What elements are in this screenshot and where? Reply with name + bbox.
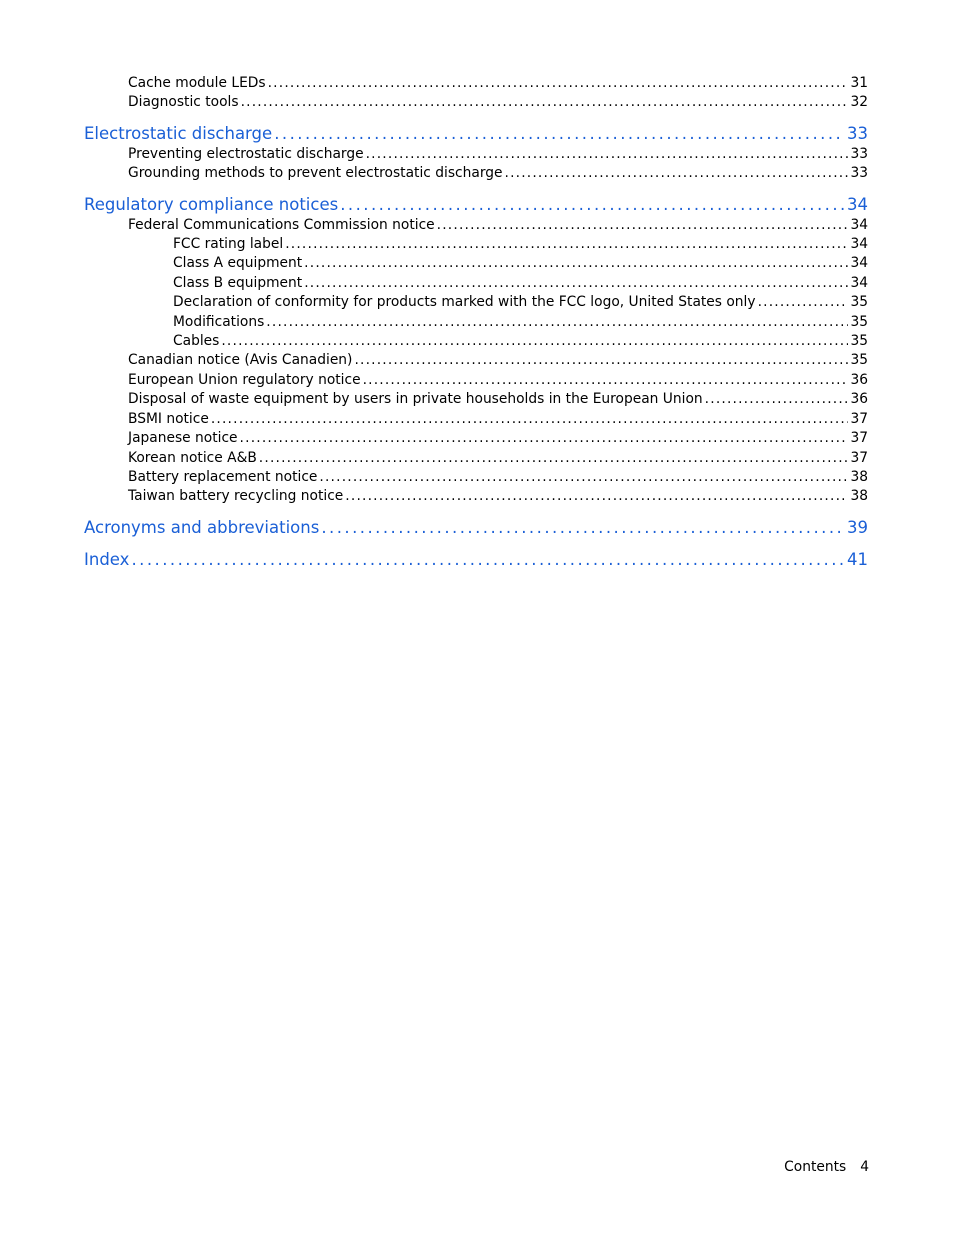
toc-entry-page: 38 bbox=[850, 488, 868, 505]
dot-leader bbox=[705, 390, 849, 409]
dot-leader bbox=[363, 371, 849, 390]
toc-entry-page: 31 bbox=[850, 75, 868, 91]
toc-chapter-index[interactable] bbox=[84, 549, 868, 571]
table-of-contents bbox=[84, 74, 868, 571]
toc-entry-title: Preventing electrostatic discharge bbox=[128, 145, 364, 162]
toc-entry-title: Modifications bbox=[173, 313, 265, 330]
toc-entry-title: European Union regulatory notice bbox=[128, 371, 361, 388]
toc-entry-page: 36 bbox=[850, 371, 868, 388]
toc-entry-page: 33 bbox=[850, 145, 868, 162]
toc-chapter-title: Index bbox=[84, 549, 130, 569]
toc-entry-title: Disposal of waste equipment by users in private households in the European Union bbox=[128, 391, 703, 408]
toc-entry-title: Class B equipment bbox=[173, 274, 303, 291]
toc-entry-page: 34 bbox=[850, 274, 868, 291]
toc-entry-title: Grounding methods to prevent electrostatic discharge bbox=[128, 165, 503, 182]
dot-leader bbox=[274, 123, 845, 145]
toc-entry-page: 34 bbox=[850, 236, 868, 253]
toc-entry-title: Cache module LEDs bbox=[128, 75, 266, 91]
toc-chapter-regulatory-compliance[interactable] bbox=[84, 194, 868, 216]
toc-entry-battery-replacement[interactable] bbox=[84, 468, 868, 487]
toc-entry-page: 37 bbox=[850, 449, 868, 466]
toc-entry-fcc-notice[interactable] bbox=[84, 216, 868, 235]
dot-leader bbox=[319, 468, 848, 487]
dot-leader bbox=[304, 254, 848, 273]
toc-entry-taiwan-battery-recycling[interactable] bbox=[84, 487, 868, 506]
toc-chapter-title: Regulatory compliance notices bbox=[84, 194, 339, 214]
toc-entry-title: Canadian notice (Avis Canadien) bbox=[128, 352, 353, 369]
toc-entry-title: Battery replacement notice bbox=[128, 468, 318, 485]
toc-entry-japanese-notice[interactable] bbox=[84, 429, 868, 448]
toc-entry-title: Declaration of conformity for products marked with the FCC logo, United States only bbox=[173, 294, 756, 311]
dot-leader bbox=[366, 145, 849, 164]
toc-entry-page: 34 bbox=[850, 216, 868, 233]
dot-leader bbox=[758, 293, 849, 312]
toc-entry-page: 35 bbox=[850, 352, 868, 369]
dot-leader bbox=[221, 332, 848, 351]
toc-entry-class-a-equipment[interactable] bbox=[84, 254, 868, 273]
toc-chapter-acronyms[interactable] bbox=[84, 517, 868, 539]
toc-entry-korean-notice[interactable] bbox=[84, 449, 868, 468]
dot-leader bbox=[285, 235, 848, 254]
toc-entry-page: 38 bbox=[850, 468, 868, 485]
toc-entry-page: 32 bbox=[850, 94, 868, 111]
toc-entry-page: 37 bbox=[850, 430, 868, 447]
toc-entry-title: Japanese notice bbox=[128, 430, 238, 447]
toc-entry-page: 36 bbox=[850, 391, 868, 408]
toc-entry-title: FCC rating label bbox=[173, 236, 284, 253]
footer-page-number: 4 bbox=[860, 1159, 869, 1175]
dot-leader bbox=[354, 351, 848, 370]
toc-entry-page: 37 bbox=[850, 410, 868, 427]
dot-leader bbox=[240, 429, 849, 448]
toc-entry-title: Korean notice A&B bbox=[128, 449, 257, 466]
toc-chapter-page: 33 bbox=[847, 123, 868, 143]
toc-entry-preventing-esd[interactable] bbox=[84, 145, 868, 164]
dot-leader bbox=[321, 517, 845, 539]
toc-entry-title: Cables bbox=[173, 333, 220, 350]
dot-leader bbox=[505, 164, 849, 183]
dot-leader bbox=[345, 487, 848, 506]
dot-leader bbox=[266, 313, 848, 332]
toc-entry-page: 33 bbox=[850, 165, 868, 182]
dot-leader bbox=[304, 274, 848, 293]
toc-entry-canadian-notice[interactable] bbox=[84, 351, 868, 370]
toc-entry-diagnostic-tools[interactable] bbox=[84, 93, 868, 112]
toc-entry-cache-module-leds[interactable] bbox=[84, 74, 868, 93]
toc-entry-waste-disposal[interactable] bbox=[84, 390, 868, 409]
dot-leader bbox=[268, 74, 849, 93]
toc-chapter-page: 39 bbox=[847, 517, 868, 537]
toc-entry-class-b-equipment[interactable] bbox=[84, 274, 868, 293]
toc-entry-title: BSMI notice bbox=[128, 410, 209, 427]
toc-entry-page: 35 bbox=[850, 313, 868, 330]
toc-entry-title: Federal Communications Commission notice bbox=[128, 216, 435, 233]
toc-chapter-title: Acronyms and abbreviations bbox=[84, 517, 320, 537]
dot-leader bbox=[259, 449, 849, 468]
toc-entry-page: 35 bbox=[850, 333, 868, 350]
toc-entry-title: Taiwan battery recycling notice bbox=[128, 488, 344, 505]
toc-entry-page: 34 bbox=[850, 255, 868, 272]
dot-leader bbox=[340, 194, 845, 216]
toc-entry-grounding-methods[interactable] bbox=[84, 164, 868, 183]
toc-entry-fcc-rating-label[interactable] bbox=[84, 235, 868, 254]
toc-entry-page: 35 bbox=[850, 294, 868, 311]
toc-chapter-page: 34 bbox=[847, 194, 868, 214]
toc-entry-title: Diagnostic tools bbox=[128, 94, 239, 111]
dot-leader bbox=[131, 549, 845, 571]
dot-leader bbox=[211, 410, 849, 429]
toc-entry-bsmi-notice[interactable] bbox=[84, 410, 868, 429]
toc-chapter-electrostatic-discharge[interactable] bbox=[84, 123, 868, 145]
dot-leader bbox=[241, 93, 849, 112]
page-footer bbox=[700, 1158, 869, 1177]
toc-entry-declaration-of-conformity[interactable] bbox=[84, 293, 868, 312]
toc-entry-modifications[interactable] bbox=[84, 313, 868, 332]
toc-chapter-page: 41 bbox=[847, 549, 868, 569]
toc-entry-cables[interactable] bbox=[84, 332, 868, 351]
footer-section-label: Contents bbox=[784, 1159, 847, 1175]
toc-entry-title: Class A equipment bbox=[173, 255, 303, 272]
toc-entry-eu-regulatory-notice[interactable] bbox=[84, 371, 868, 390]
dot-leader bbox=[437, 216, 849, 235]
toc-chapter-title: Electrostatic discharge bbox=[84, 123, 273, 143]
